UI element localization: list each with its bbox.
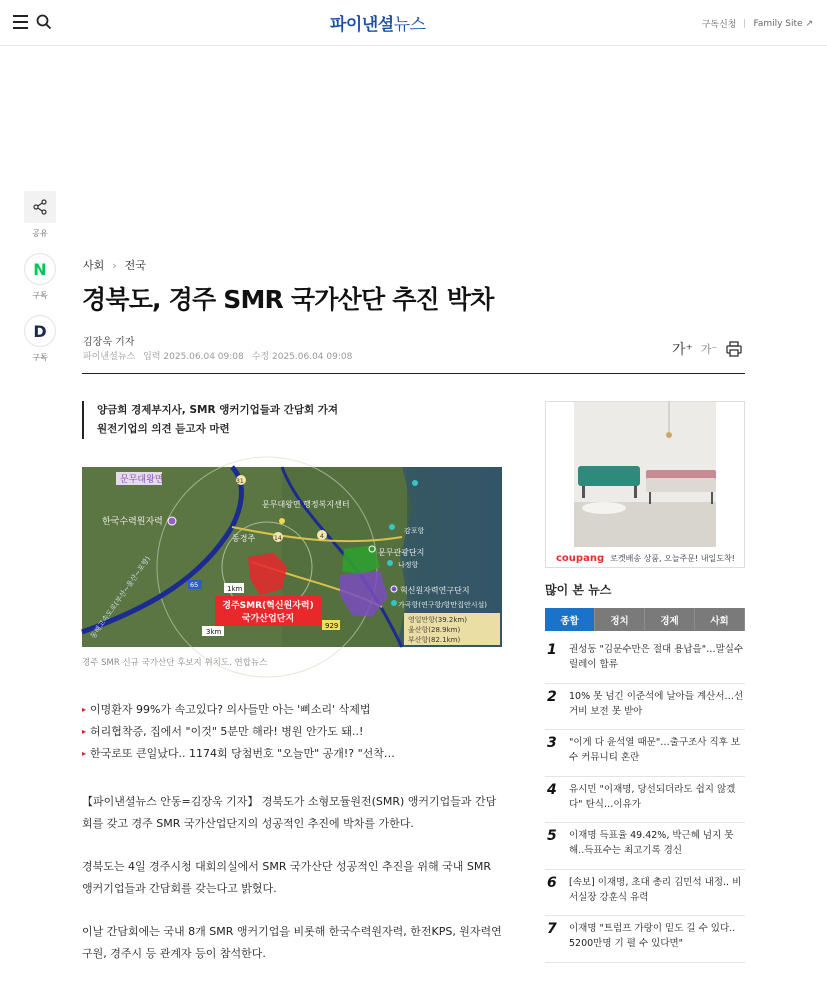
article-map-image[interactable] <box>82 467 502 647</box>
site-header <box>0 0 827 46</box>
summary-line: 양금희 경제부지사, SMR 앵커기업들과 간담회 가져 <box>97 404 339 416</box>
published-date: 입력 2025.06.04 09:08 <box>143 352 244 362</box>
body-paragraph: 【파이낸셜뉴스 안동=김장욱 기자】 경북도가 소형모듈원전(SMR) 앵커기업들과 간담회를 갖고 경주 SMR 국가산업단지의 성공적인 추진에 박차를 가한다. <box>82 795 497 830</box>
map-label-nasan: 나정항 <box>398 561 419 569</box>
map-label-3km: 3km <box>206 628 222 636</box>
related-link[interactable] <box>82 743 395 765</box>
share-rail <box>24 191 56 377</box>
coupang-logo: coupang <box>556 553 605 564</box>
subscribe-link[interactable]: 구독신청 <box>701 20 737 30</box>
summary-line: 원전기업의 의견 듣고자 마련 <box>97 423 230 435</box>
chevron-right-icon: › <box>112 258 117 272</box>
popular-item[interactable] <box>545 823 745 870</box>
naver-subscribe-button[interactable] <box>24 253 56 285</box>
rank-number: 3 <box>547 735 557 751</box>
related-link[interactable] <box>82 699 395 721</box>
share-button[interactable] <box>24 191 56 223</box>
rank-number: 1 <box>547 642 557 658</box>
title-divider <box>82 373 745 374</box>
map-label-site-1: 경주SMR(혁신원자력) <box>222 601 314 611</box>
map-label-center: 문무대왕면 행정복지센터 <box>262 500 350 509</box>
share-label: 공유 <box>32 229 48 238</box>
popular-item-title: 유시민 "이재명, 당선되더라도 쉽지 않겠다" 탄식…이유가 <box>569 783 736 810</box>
hamburger-menu-icon[interactable] <box>13 15 28 29</box>
ad-footer <box>546 549 746 568</box>
breadcrumb-section[interactable]: 사회 <box>83 259 105 272</box>
modified-date: 수정 2025.06.04 09:08 <box>251 352 353 362</box>
map-label-port-1: 영일만항(39.2km) <box>408 616 467 624</box>
article-meta <box>83 349 352 362</box>
breadcrumb-subsection[interactable]: 전국 <box>124 259 146 272</box>
map-label-khnp: 한국수력원자력 <box>102 517 163 527</box>
daum-icon: D <box>33 321 47 341</box>
popular-item[interactable] <box>545 916 745 963</box>
map-label-road-14: 14 <box>274 535 282 542</box>
logo-main: 파이낸셜 <box>330 15 394 35</box>
map-label-corner: 문무대왕면 <box>120 475 164 485</box>
breadcrumb <box>83 257 146 273</box>
site-location-map <box>82 467 502 647</box>
related-link-text: 한국로또 큰일났다.. 1174회 당첨번호 "오늘만" 공개!? "선착… <box>90 747 395 760</box>
popular-tabs <box>545 608 745 631</box>
map-label-port-3: 부산항(82.1km) <box>408 636 461 644</box>
font-decrease-button[interactable]: 가⁻ <box>700 343 718 356</box>
popular-item-title: 권성동 "김문수만은 절대 용납을"…말실수 릴레이 합류 <box>569 644 744 670</box>
popular-item-title: [속보] 이재명, 초대 총리 김민석 내정.. 비서실장 강훈식 유력 <box>569 876 742 903</box>
popular-item-title: "이게 다 윤석열 때문"…출구조사 직후 보수 커뮤니티 혼란 <box>569 737 740 763</box>
popular-item[interactable] <box>545 730 745 777</box>
daum-subscribe-button[interactable] <box>24 315 56 347</box>
naver-icon: N <box>33 259 47 279</box>
popular-item[interactable] <box>545 870 745 917</box>
related-link[interactable] <box>82 721 395 743</box>
related-link-text: 허리협착증, 집에서 "이것" 5분만 해라! 병원 안가도 돼..! <box>90 725 364 738</box>
popular-item-title: 이재명 득표율 49.42%, 박근혜 넘지 못해..득표수는 최고기록 경신 <box>569 830 734 856</box>
popular-item[interactable] <box>545 684 745 731</box>
map-label-road-65: 65 <box>190 581 199 589</box>
source: 파이낸셜뉴스 <box>83 352 136 362</box>
rank-number: 4 <box>547 781 557 798</box>
article-body <box>82 791 502 986</box>
map-label-uljin: 가곡항(연구항/항만집안시설) <box>398 601 487 609</box>
rank-number: 5 <box>547 828 557 844</box>
map-label-port-2: 울산항(28.9km) <box>408 626 461 634</box>
image-caption: 경주 SMR 신규 국가산단 후보지 위치도. 연합뉴스 <box>82 658 268 668</box>
daum-label: 구독 <box>32 353 48 362</box>
reporter-name[interactable]: 김장욱 기자 <box>83 337 135 348</box>
rank-number: 6 <box>547 874 557 891</box>
related-link-text: 이명환자 99%가 속고있다? 의사들만 아는 '삐소리' 삭제법 <box>90 703 371 716</box>
logo-sub: 뉴스 <box>393 15 426 35</box>
map-label-road-31: 31 <box>236 478 244 485</box>
article-title: 경북도, 경주 SMR 국가산단 추진 박차 <box>82 285 494 314</box>
popular-news-list <box>545 637 745 963</box>
font-increase-button[interactable]: 가⁺ <box>672 342 693 358</box>
triangle-bullet-icon: ▸ <box>82 705 87 714</box>
article-summary <box>82 401 382 439</box>
tab-politics[interactable]: 정치 <box>595 608 645 631</box>
triangle-bullet-icon: ▸ <box>82 749 87 758</box>
map-label-research: 혁신원자력연구단지 <box>400 586 470 595</box>
map-label-1km: 1km <box>227 585 243 593</box>
family-site-link[interactable]: Family Site ↗ <box>753 18 813 29</box>
related-links <box>82 699 395 765</box>
rank-number: 7 <box>547 921 557 937</box>
tab-society[interactable]: 사회 <box>695 608 745 631</box>
site-logo[interactable] <box>330 10 426 35</box>
advertisement[interactable] <box>545 401 745 568</box>
map-label-road-929: 929 <box>325 622 339 630</box>
search-icon[interactable] <box>36 14 52 30</box>
map-label-road-4: 4 <box>320 533 324 540</box>
map-label-donggyeongju: 동경주 <box>232 534 256 543</box>
tab-economy[interactable]: 경제 <box>645 608 695 631</box>
naver-label: 구독 <box>32 291 48 300</box>
share-icon <box>32 199 48 215</box>
popular-item[interactable] <box>545 777 745 824</box>
body-paragraph: 이날 간담회에는 국내 8개 SMR 앵커기업을 비롯해 한국수력원자력, 한전KPS, 원자력연구원, 경주시 등 관계자 등이 참석한다. <box>82 925 502 960</box>
triangle-bullet-icon: ▸ <box>82 727 87 736</box>
print-icon[interactable] <box>725 340 743 358</box>
map-label-donghae: 동해고속도로(부산~울산~포항) <box>89 555 153 641</box>
ad-product-image <box>574 402 716 547</box>
header-links <box>702 17 813 30</box>
map-label-gagok: 감포항 <box>404 527 425 535</box>
divider <box>744 19 745 28</box>
popular-item-title: 10% 못 넘긴 이준석에 날아들 계산서…선거비 보전 못 받아 <box>569 690 744 717</box>
map-label-site-2: 국가산업단지 <box>241 614 295 624</box>
article-tools <box>672 339 743 359</box>
popular-item-title: 이재명 "트럼프 가랑이 밑도 길 수 있다.. 5200만명 기 펼 수 있다면" <box>569 923 736 949</box>
tab-overall[interactable]: 종합 <box>545 608 595 631</box>
rank-number: 2 <box>547 688 557 705</box>
popular-news-title: 많이 본 뉴스 <box>545 583 612 597</box>
popular-item[interactable] <box>545 637 745 684</box>
ad-text: 로켓배송 상품, 오늘주문! 내일도착! <box>610 554 735 563</box>
body-paragraph: 경북도는 4일 경주시청 대회의실에서 SMR 국가산단 성공적인 추진을 위해 국내 SMR 앵커기업들과 간담회를 갖는다고 밝혔다. <box>82 860 491 895</box>
map-label-industrial: 문무관광단지 <box>378 548 425 557</box>
